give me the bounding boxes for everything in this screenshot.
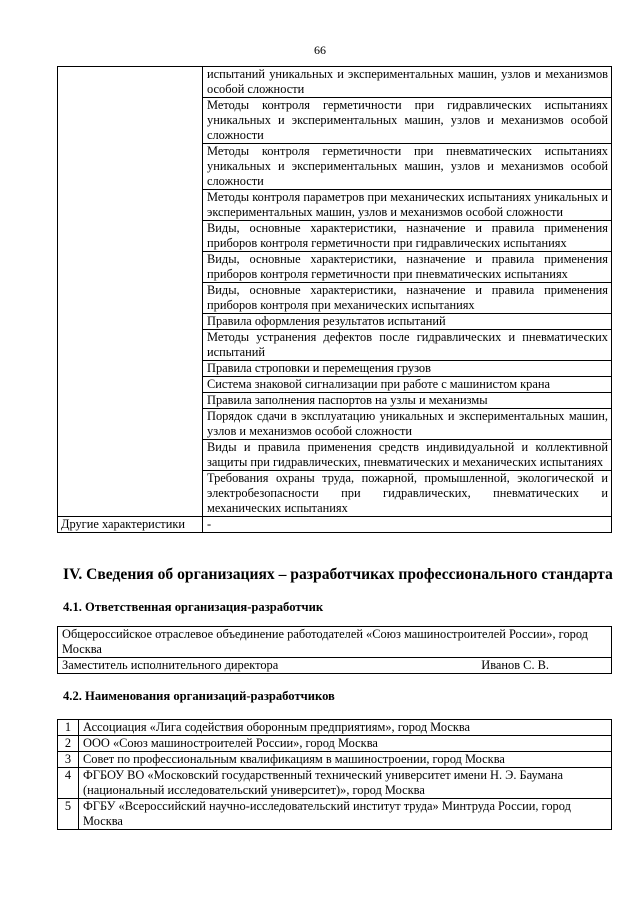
- table-cell: Правила строповки и перемещения грузов: [203, 361, 612, 377]
- developer-name: ФГБОУ ВО «Московский государственный технический университет имени Н. Э. Баумана (национальный исследовательский университет)», город Москва: [79, 768, 612, 799]
- table-cell: Правила оформления результатов испытаний: [203, 314, 612, 330]
- responsible-org: Общероссийское отраслевое объединение работодателей «Союз машиностроителей России», город Москва: [58, 627, 612, 658]
- responsible-heading: 4.1. Ответственная организация-разработчик: [63, 600, 324, 614]
- table-row: [58, 627, 612, 658]
- table-row: [58, 799, 612, 830]
- row-number: 2: [58, 736, 79, 752]
- table-row: [58, 517, 612, 533]
- developers-heading: 4.2. Наименования организаций-разработчиков: [63, 689, 335, 703]
- table-cell: Методы контроля параметров при механических испытаниях уникальных и экспериментальных машин, узлов и механизмов особой сложности: [203, 190, 612, 221]
- developer-name: ФГБУ «Всероссийский научно-исследовательский институт труда» Минтруда России, город Москва: [79, 799, 612, 830]
- table-row: [58, 720, 612, 736]
- table-cell: Правила заполнения паспортов на узлы и механизмы: [203, 393, 612, 409]
- table-cell: Порядок сдачи в эксплуатацию уникальных и экспериментальных машин, узлов и механизмов особой сложности: [203, 409, 612, 440]
- knowledge-table: [57, 66, 612, 533]
- responsible-table: [57, 626, 612, 674]
- developers-table: [57, 719, 612, 830]
- page-number: 66: [314, 43, 326, 57]
- left-blank-cell: [58, 67, 203, 517]
- table-cell: Методы контроля герметичности при пневматических испытаниях уникальных и экспериментальных машин, узлов и механизмов особой сложности: [203, 144, 612, 190]
- developer-name: Совет по профессиональным квалификациям в машиностроении, город Москва: [79, 752, 612, 768]
- signatory-position: Заместитель исполнительного директора: [62, 658, 279, 672]
- section-title: IV. Сведения об организациях – разработчиках профессионального стандарта: [63, 566, 613, 583]
- developer-name: Ассоциация «Лига содействия оборонным предприятиям», город Москва: [79, 720, 612, 736]
- table-cell: испытаний уникальных и экспериментальных машин, узлов и механизмов особой сложности: [203, 67, 612, 98]
- table-cell: Виды и правила применения средств индивидуальной и коллективной защиты при гидравлических, пневматических и механических испытаниях: [203, 440, 612, 471]
- table-cell: Требования охраны труда, пожарной, промышленной, экологической и электробезопасности при гидравлических, пневматических и механических испытаниях: [203, 471, 612, 517]
- table-cell: Виды, основные характеристики, назначение и правила применения приборов контроля герметичности при гидравлических испытаниях: [203, 221, 612, 252]
- developer-name: ООО «Союз машиностроителей России», город Москва: [79, 736, 612, 752]
- table-row: [58, 67, 612, 98]
- table-row: [58, 658, 612, 674]
- table-row: [58, 752, 612, 768]
- responsible-signatory: [58, 658, 612, 674]
- table-cell: Методы устранения дефектов после гидравлических и пневматических испытаний: [203, 330, 612, 361]
- table-row: [58, 768, 612, 799]
- table-cell: Система знаковой сигнализации при работе с машинистом крана: [203, 377, 612, 393]
- table-cell: Виды, основные характеристики, назначение и правила применения приборов контроля при механических испытаниях: [203, 283, 612, 314]
- row-number: 3: [58, 752, 79, 768]
- other-characteristics-value: -: [203, 517, 612, 533]
- row-number: 5: [58, 799, 79, 830]
- signatory-name: Иванов С. В.: [481, 658, 549, 672]
- row-number: 1: [58, 720, 79, 736]
- table-cell: Методы контроля герметичности при гидравлических испытаниях уникальных и экспериментальных машин, узлов и механизмов особой сложности: [203, 98, 612, 144]
- row-number: 4: [58, 768, 79, 799]
- other-characteristics-label: Другие характеристики: [58, 517, 203, 533]
- table-cell: Виды, основные характеристики, назначение и правила применения приборов контроля герметичности при пневматических испытаниях: [203, 252, 612, 283]
- table-row: [58, 736, 612, 752]
